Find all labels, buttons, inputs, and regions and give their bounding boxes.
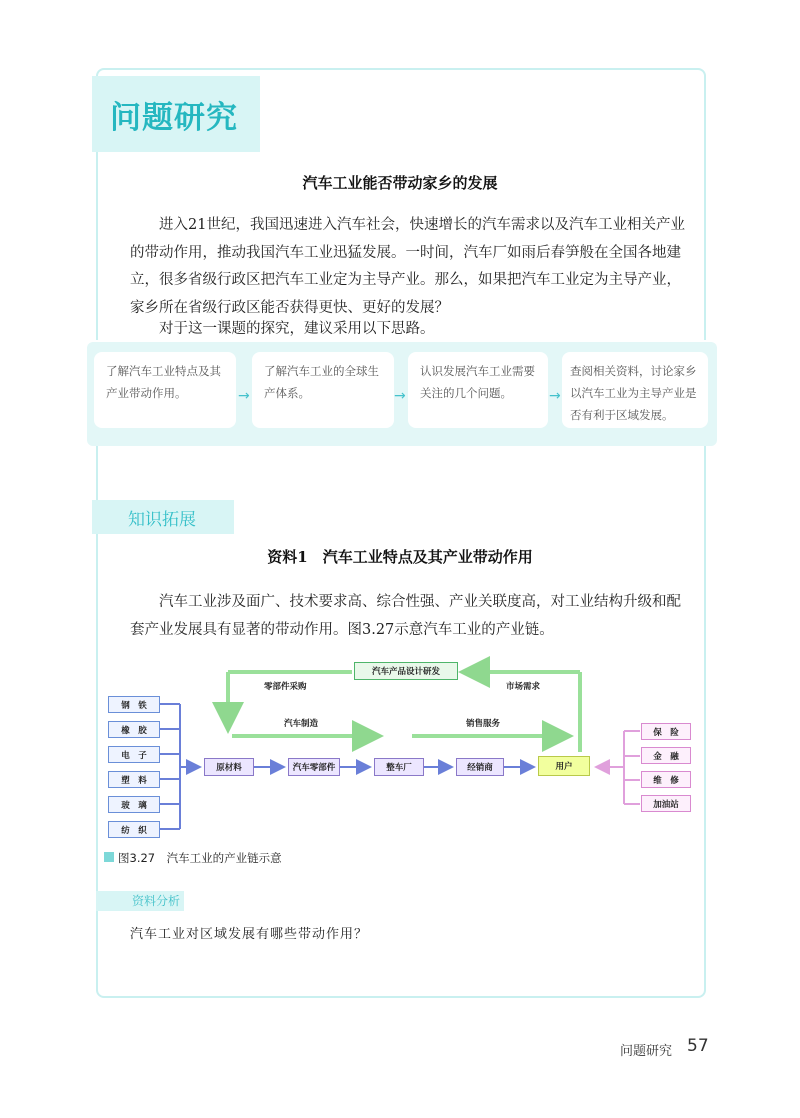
step-4: 查阅相关资料，讨论家乡以汽车工业为主导产业是否有利于区域发展。 — [562, 352, 708, 428]
label-manufacturing: 汽车制造 — [284, 719, 319, 729]
input-electronics: 电 子 — [108, 746, 160, 763]
rd-box: 汽车产品设计研发 — [354, 662, 458, 680]
chain-user: 用户 — [538, 756, 590, 776]
analysis-question: 汽车工业对区域发展有哪些带动作用？ — [130, 927, 369, 942]
label-market-demand: 市场需求 — [506, 682, 541, 692]
knowledge-tab-label: 知识拓展 — [128, 510, 196, 530]
step-1: 了解汽车工业特点及其产业带动作用。 — [94, 352, 236, 428]
arrow-right-icon: → — [238, 388, 250, 404]
figure-caption: 图3.27 汽车工业的产业链示意 — [118, 851, 282, 865]
service-finance: 金 融 — [641, 747, 691, 764]
service-repair: 维 修 — [641, 771, 691, 788]
step-2: 了解汽车工业的全球生产体系。 — [252, 352, 394, 428]
footer-section-name: 问题研究 — [620, 1044, 673, 1059]
material-paragraph: 汽车工业涉及面广、技术要求高、综合性强、产业关联度高，对工业结构升级和配套产业发展具有显著的带动作用。图3.27示意汽车工业的产业链。 — [130, 594, 681, 638]
caption-marker — [104, 852, 114, 862]
label-parts-procurement: 零部件采购 — [264, 682, 307, 692]
label-sales-service: 销售服务 — [466, 719, 501, 729]
input-glass: 玻 璃 — [108, 796, 160, 813]
page-number: 57 — [687, 1036, 709, 1056]
service-insurance: 保 险 — [641, 723, 691, 740]
service-gas-station: 加油站 — [641, 795, 691, 812]
article-heading: 汽车工业能否带动家乡的发展 — [302, 174, 498, 192]
chain-raw-materials: 原材料 — [204, 758, 254, 776]
chain-dealer: 经销商 — [456, 758, 504, 776]
arrow-right-icon: → — [394, 388, 406, 404]
intro-paragraph: 进入21世纪，我国迅速进入汽车社会，快速增长的汽车需求以及汽车工业相关产业的带动作用，推动我国汽车工业迅猛发展。一时间，汽车厂如雨后春笋般在全国各地建立，很多省级行政区把汽车工业定为主导产业。那么，如果把汽车工业定为主导产业，家乡所在省级行政区能否获得更快、更好的发展？ — [130, 217, 685, 316]
step-3: 认识发展汽车工业需要关注的几个问题。 — [408, 352, 548, 428]
input-steel: 钢 铁 — [108, 696, 160, 713]
material-heading: 资料1 汽车工业特点及其产业带动作用 — [267, 548, 533, 566]
analysis-tab-label: 资料分析 — [132, 894, 181, 908]
arrow-right-icon: → — [549, 388, 561, 404]
chain-oem-plant: 整车厂 — [374, 758, 424, 776]
chain-parts: 汽车零部件 — [288, 758, 340, 776]
approach-line: 对于这一课题的探究，建议采用以下思路。 — [159, 321, 435, 337]
input-textile: 纺 织 — [108, 821, 160, 838]
section-title: 问题研究 — [110, 100, 238, 136]
input-plastic: 塑 料 — [108, 771, 160, 788]
input-rubber: 橡 胶 — [108, 721, 160, 738]
